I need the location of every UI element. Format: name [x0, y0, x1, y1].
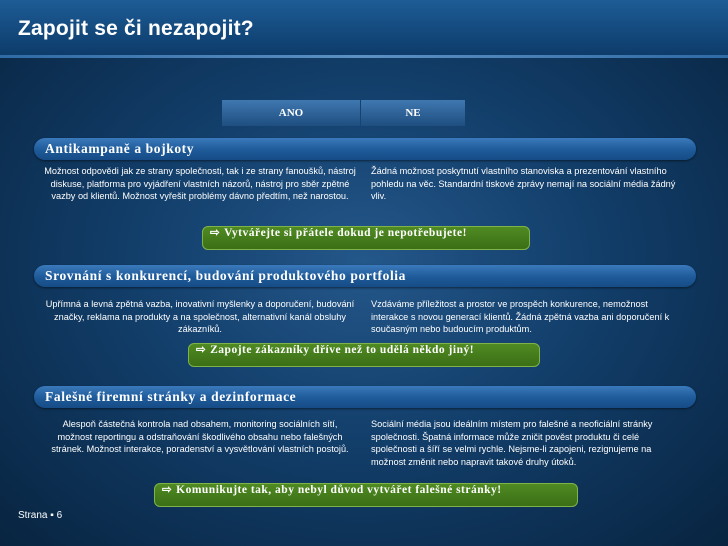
tip-text: Zapojte zákazníky dříve než to udělá někdo jiný! [210, 344, 475, 356]
tip-box-1 [202, 226, 530, 250]
section-heading: Antikampaně a bojkoty [45, 141, 195, 156]
section-3-ano-text: Alespoň částečná kontrola nad obsahem, monitoring sociálních sítí, možnost reportingu a odstraňování škodlivého obsahu nebo falešných stránek. Možnost interakce, poradenství a vysvětlování vlastních postojů. [51, 419, 349, 455]
arrow-right-icon: ⇨ [210, 227, 221, 239]
tip-text: Vytvářejte si přátele dokud je nepotřebujete! [224, 227, 467, 239]
tip-box-3 [154, 483, 578, 507]
section-header-srovnani [34, 265, 696, 287]
column-header-ano: ANO [222, 100, 360, 126]
tip-text: Komunikujte tak, aby nebyl důvod vytvářet falešné stránky! [176, 484, 502, 496]
section-header-antikampane [34, 138, 696, 160]
section-2-ano-text: Upřímná a levná zpětná vazba, inovativní myšlenky a doporučení, budování značky, reklama na produkty a na společnost, alternativní kanál obsluhy zákazníků. [45, 299, 355, 335]
column-header-ne: NE [361, 100, 465, 126]
footer-bullet: ▪ [50, 510, 54, 521]
page-footer [18, 510, 62, 521]
footer-label: Strana [18, 510, 48, 521]
section-header-falesne [34, 386, 696, 408]
title-divider [0, 55, 728, 58]
tip-box-2 [188, 343, 540, 367]
section-2-ne-text: Vzdáváme příležitost a prostor ve prospěch konkurence, nemožnost interakce s novou generací klientů. Žádná zpětná vazba ani doporučení k současným nebo budoucím produktům. [371, 299, 670, 335]
page-number: 6 [56, 510, 63, 521]
title-bar [0, 0, 728, 58]
arrow-right-icon: ⇨ [162, 484, 173, 496]
section-heading: Srovnání s konkurencí, budování produktového portfolia [45, 268, 407, 283]
arrow-right-icon: ⇨ [196, 344, 207, 356]
section-1-ne-text: Žádná možnost poskytnutí vlastního stanoviska a prezentování vlastního pohledu na věc. Standardní tiskové zprávy nemají na sociální média žádný vliv. [371, 166, 676, 202]
slide-title: Zapojit se či nezapojit? [18, 17, 254, 40]
section-3-ne-text: Sociální média jsou ideálním místem pro falešné a neoficiální stránky společnosti. Špatná informace může zničit pověst produktu či celé společnosti a šíří se velmi rychle. Nejsme-li zapojeni, rezignujeme na možnost změnit nebo napravit takové druhy útoků. [371, 419, 653, 467]
section-heading: Falešné firemní stránky a dezinformace [45, 389, 297, 404]
section-1-ano-text: Možnost odpovědi jak ze strany společnosti, tak i ze strany fanoušků, nástroj diskuse, platforma pro vyjádření vlastních názorů, nástroj pro sběr zpětné vazby od klientů. Možnost vyřešit problémy dávno předtím, než narostou. [44, 166, 356, 202]
